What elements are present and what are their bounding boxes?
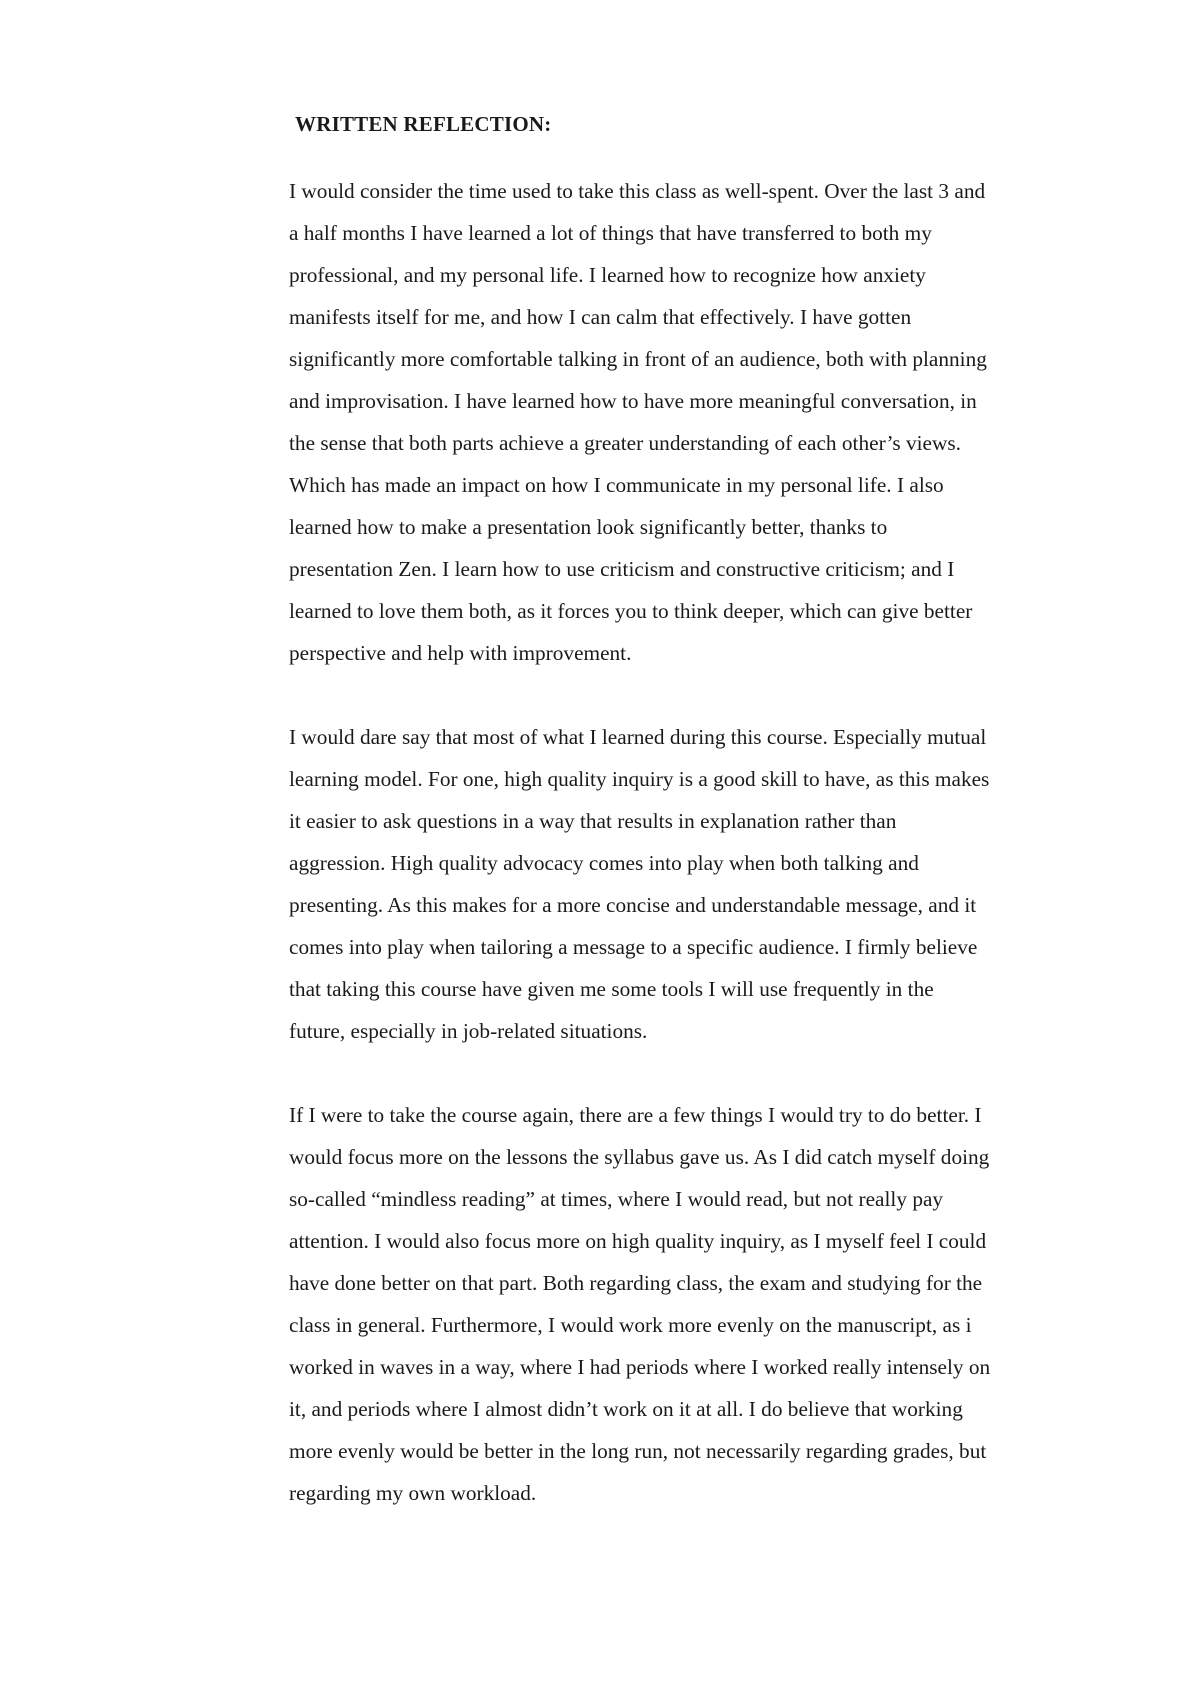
text-line: worked in waves in a way, where I had periods where I worked really intensely on [289,1355,991,1379]
text-line: perspective and help with improvement. [289,641,632,665]
text-line: learned how to make a presentation look significantly better, thanks to [289,515,888,539]
text-line: would focus more on the lessons the syllabus gave us. As I did catch myself doing [289,1145,990,1169]
text-line: and improvisation. I have learned how to have more meaningful conversation, in [289,389,977,413]
text-line: presentation Zen. I learn how to use criticism and constructive criticism; and I [289,557,955,581]
text-line: Which has made an impact on how I communicate in my personal life. I also [289,473,944,497]
text-line: professional, and my personal life. I learned how to recognize how anxiety [289,263,926,287]
text-line: If I were to take the course again, there are a few things I would try to do better. I [289,1103,982,1127]
paragraph [289,716,1099,1052]
text-line: that taking this course have given me some tools I will use frequently in the [289,977,934,1001]
paragraph-container [289,170,1099,1514]
text-line: I would consider the time used to take this class as well-spent. Over the last 3 and [289,179,986,203]
text-line: it easier to ask questions in a way that results in explanation rather than [289,809,897,833]
text-line: manifests itself for me, and how I can calm that effectively. I have gotten [289,305,912,329]
text-line: a half months I have learned a lot of things that have transferred to both my [289,221,932,245]
text-line: more evenly would be better in the long run, not necessarily regarding grades, but [289,1439,987,1463]
text-line: learning model. For one, high quality inquiry is a good skill to have, as this makes [289,767,990,791]
text-line: it, and periods where I almost didn’t work on it at all. I do believe that working [289,1397,963,1421]
document-body [289,112,1099,1514]
text-line: significantly more comfortable talking in front of an audience, both with planning [289,347,987,371]
text-line: presenting. As this makes for a more concise and understandable message, and it [289,893,977,917]
text-line: future, especially in job-related situations. [289,1019,648,1043]
text-line: so-called “mindless reading” at times, where I would read, but not really pay [289,1187,944,1211]
text-line: have done better on that part. Both regarding class, the exam and studying for the [289,1271,983,1295]
text-line: I would dare say that most of what I learned during this course. Especially mutual [289,725,987,749]
text-line: attention. I would also focus more on high quality inquiry, as I myself feel I could [289,1229,987,1253]
paragraph [289,170,1099,674]
text-line: comes into play when tailoring a message to a specific audience. I firmly believe [289,935,978,959]
paragraph [289,1094,1099,1514]
document-title: WRITTEN REFLECTION: [295,112,552,136]
text-line: aggression. High quality advocacy comes into play when both talking and [289,851,919,875]
text-line: class in general. Furthermore, I would work more evenly on the manuscript, as i [289,1313,972,1337]
text-line: regarding my own workload. [289,1481,537,1505]
text-line: learned to love them both, as it forces you to think deeper, which can give better [289,599,973,623]
text-line: the sense that both parts achieve a greater understanding of each other’s views. [289,431,961,455]
